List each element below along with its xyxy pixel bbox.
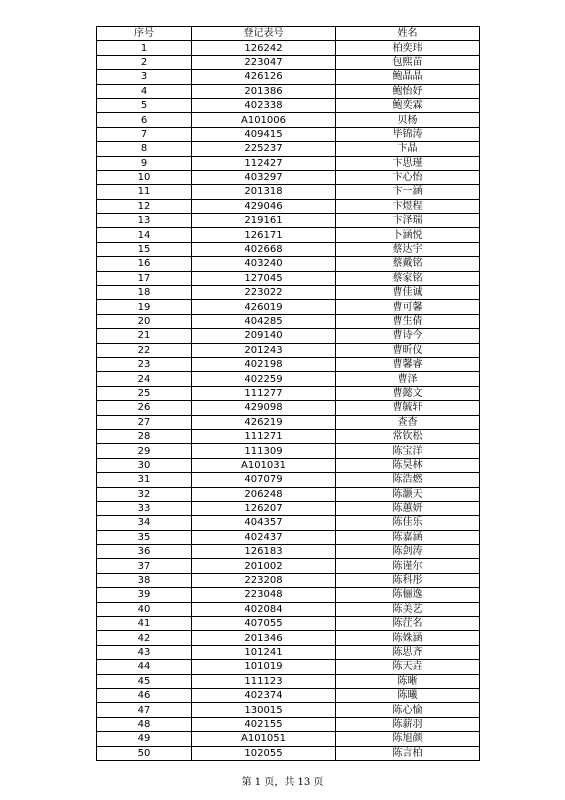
- table-row: [97, 300, 480, 314]
- table-row: [97, 286, 480, 300]
- registration-number-cell: 126242: [192, 41, 336, 55]
- index-cell: 20: [97, 314, 192, 328]
- index-cell: 6: [97, 113, 192, 127]
- table-row: [97, 170, 480, 184]
- index-cell: 15: [97, 242, 192, 256]
- table-row: [97, 343, 480, 357]
- registration-number-cell: 407079: [192, 473, 336, 487]
- registration-number-cell: 102055: [192, 746, 336, 760]
- name-cell: 卞煜程: [336, 199, 480, 213]
- table-row: [97, 271, 480, 285]
- table-row: [97, 257, 480, 271]
- index-cell: 48: [97, 717, 192, 731]
- index-cell: 25: [97, 386, 192, 400]
- registration-number-cell: 225237: [192, 142, 336, 156]
- index-cell: 24: [97, 372, 192, 386]
- registration-number-cell: 402198: [192, 357, 336, 371]
- registration-number-cell: A101031: [192, 458, 336, 472]
- name-cell: 陈思齐: [336, 645, 480, 659]
- name-cell: 包熙苗: [336, 55, 480, 69]
- table-row: [97, 458, 480, 472]
- name-cell: 陈俪逸: [336, 588, 480, 602]
- name-cell: 曹馨睿: [336, 357, 480, 371]
- table-row: [97, 156, 480, 170]
- index-cell: 47: [97, 703, 192, 717]
- index-cell: 49: [97, 732, 192, 746]
- index-cell: 1: [97, 41, 192, 55]
- table-row: [97, 55, 480, 69]
- table-row: [97, 113, 480, 127]
- registration-number-cell: 407055: [192, 617, 336, 631]
- column-header-index: 序号: [97, 27, 192, 41]
- index-cell: 10: [97, 170, 192, 184]
- table-row: [97, 703, 480, 717]
- registration-number-cell: 127045: [192, 271, 336, 285]
- table-row: [97, 559, 480, 573]
- name-cell: 曹诗今: [336, 329, 480, 343]
- table-row: [97, 631, 480, 645]
- table-row: [97, 70, 480, 84]
- table-row: [97, 314, 480, 328]
- name-cell: 卞晶: [336, 142, 480, 156]
- index-cell: 7: [97, 127, 192, 141]
- column-header-registration-number: 登记表号: [192, 27, 336, 41]
- index-cell: 41: [97, 617, 192, 631]
- table-row: [97, 214, 480, 228]
- name-cell: 卜涵悦: [336, 228, 480, 242]
- name-cell: 陈嘉涵: [336, 530, 480, 544]
- table-row: [97, 660, 480, 674]
- registration-number-cell: 402374: [192, 688, 336, 702]
- index-cell: 38: [97, 573, 192, 587]
- table-row: [97, 98, 480, 112]
- name-cell: 卞思瑾: [336, 156, 480, 170]
- table-row: [97, 473, 480, 487]
- name-cell: 毕锦涛: [336, 127, 480, 141]
- registration-table: [96, 26, 480, 761]
- table-row: [97, 487, 480, 501]
- name-cell: 曹泽: [336, 372, 480, 386]
- table-row: [97, 617, 480, 631]
- table-row: [97, 228, 480, 242]
- registration-number-cell: 402084: [192, 602, 336, 616]
- registration-number-cell: 126171: [192, 228, 336, 242]
- name-cell: 卞一涵: [336, 185, 480, 199]
- index-cell: 14: [97, 228, 192, 242]
- index-cell: 22: [97, 343, 192, 357]
- index-cell: 5: [97, 98, 192, 112]
- registration-number-cell: 130015: [192, 703, 336, 717]
- index-cell: 30: [97, 458, 192, 472]
- table-row: [97, 516, 480, 530]
- name-cell: 陈谨尔: [336, 559, 480, 573]
- table-row: [97, 142, 480, 156]
- index-cell: 26: [97, 401, 192, 415]
- table-row: [97, 602, 480, 616]
- registration-number-cell: 209140: [192, 329, 336, 343]
- name-cell: 卞心怡: [336, 170, 480, 184]
- registration-number-cell: 402338: [192, 98, 336, 112]
- registration-number-cell: 219161: [192, 214, 336, 228]
- name-cell: 曹毓轩: [336, 401, 480, 415]
- name-cell: 陈剑涛: [336, 545, 480, 559]
- registration-number-cell: A101006: [192, 113, 336, 127]
- registration-number-cell: 403240: [192, 257, 336, 271]
- registration-number-cell: 426019: [192, 300, 336, 314]
- name-cell: 查杳: [336, 415, 480, 429]
- registration-number-cell: 201002: [192, 559, 336, 573]
- registration-number-cell: 403297: [192, 170, 336, 184]
- table-row: [97, 429, 480, 443]
- registration-number-cell: 223022: [192, 286, 336, 300]
- table-row: [97, 357, 480, 371]
- registration-number-cell: 402259: [192, 372, 336, 386]
- name-cell: 曹可馨: [336, 300, 480, 314]
- name-cell: 鲍晶晶: [336, 70, 480, 84]
- table-row: [97, 746, 480, 760]
- name-cell: 陈茳名: [336, 617, 480, 631]
- index-cell: 8: [97, 142, 192, 156]
- index-cell: 18: [97, 286, 192, 300]
- registration-number-cell: 101019: [192, 660, 336, 674]
- name-cell: 曹懿文: [336, 386, 480, 400]
- table-row: [97, 732, 480, 746]
- index-cell: 46: [97, 688, 192, 702]
- name-cell: 陈浩燃: [336, 473, 480, 487]
- registration-number-cell: 111277: [192, 386, 336, 400]
- table-row: [97, 588, 480, 602]
- name-cell: 贝杨: [336, 113, 480, 127]
- table-row: [97, 674, 480, 688]
- table-row: [97, 199, 480, 213]
- registration-number-cell: 112427: [192, 156, 336, 170]
- table-row: [97, 501, 480, 515]
- table-row: [97, 401, 480, 415]
- table-row: [97, 573, 480, 587]
- name-cell: 陈佳乐: [336, 516, 480, 530]
- name-cell: 曹佳诚: [336, 286, 480, 300]
- registration-number-cell: 201318: [192, 185, 336, 199]
- registration-number-cell: 126183: [192, 545, 336, 559]
- registration-number-cell: 223048: [192, 588, 336, 602]
- index-cell: 43: [97, 645, 192, 659]
- index-cell: 4: [97, 84, 192, 98]
- name-cell: 陈心愉: [336, 703, 480, 717]
- registration-number-cell: 409415: [192, 127, 336, 141]
- table-row: [97, 41, 480, 55]
- column-header-name: 姓名: [336, 27, 480, 41]
- name-cell: 陈姝涵: [336, 631, 480, 645]
- index-cell: 2: [97, 55, 192, 69]
- index-cell: 34: [97, 516, 192, 530]
- index-cell: 19: [97, 300, 192, 314]
- name-cell: 常钦松: [336, 429, 480, 443]
- table-row: [97, 372, 480, 386]
- index-cell: 17: [97, 271, 192, 285]
- registration-number-cell: 101241: [192, 645, 336, 659]
- page-footer: 第 1 页，共 13 页: [241, 777, 324, 788]
- registration-number-cell: 126207: [192, 501, 336, 515]
- index-cell: 29: [97, 444, 192, 458]
- registration-number-cell: 404357: [192, 516, 336, 530]
- table-row: [97, 329, 480, 343]
- registration-number-cell: 223047: [192, 55, 336, 69]
- index-cell: 28: [97, 429, 192, 443]
- name-cell: 陈宝洋: [336, 444, 480, 458]
- name-cell: 蔡家铭: [336, 271, 480, 285]
- index-cell: 40: [97, 602, 192, 616]
- index-cell: 13: [97, 214, 192, 228]
- name-cell: 陈薪羽: [336, 717, 480, 731]
- index-cell: 33: [97, 501, 192, 515]
- index-cell: 32: [97, 487, 192, 501]
- index-cell: 16: [97, 257, 192, 271]
- registration-number-cell: 201386: [192, 84, 336, 98]
- registration-number-cell: 429046: [192, 199, 336, 213]
- index-cell: 12: [97, 199, 192, 213]
- index-cell: 36: [97, 545, 192, 559]
- index-cell: 50: [97, 746, 192, 760]
- name-cell: 蔡达宇: [336, 242, 480, 256]
- name-cell: 陈科彤: [336, 573, 480, 587]
- registration-number-cell: 429098: [192, 401, 336, 415]
- name-cell: 柏奕玮: [336, 41, 480, 55]
- registration-number-cell: 404285: [192, 314, 336, 328]
- index-cell: 44: [97, 660, 192, 674]
- index-cell: 27: [97, 415, 192, 429]
- registration-number-cell: 111271: [192, 429, 336, 443]
- index-cell: 11: [97, 185, 192, 199]
- registration-number-cell: 206248: [192, 487, 336, 501]
- registration-number-cell: 111309: [192, 444, 336, 458]
- name-cell: 陈言柏: [336, 746, 480, 760]
- registration-number-cell: A101051: [192, 732, 336, 746]
- index-cell: 3: [97, 70, 192, 84]
- registration-number-cell: 223208: [192, 573, 336, 587]
- registration-number-cell: 111123: [192, 674, 336, 688]
- name-cell: 蔡戴铭: [336, 257, 480, 271]
- table-row: [97, 545, 480, 559]
- name-cell: 陈天垚: [336, 660, 480, 674]
- table-row: [97, 185, 480, 199]
- table-body: [97, 41, 480, 761]
- table-row: [97, 415, 480, 429]
- index-cell: 31: [97, 473, 192, 487]
- table-row: [97, 386, 480, 400]
- name-cell: 陈灏天: [336, 487, 480, 501]
- name-cell: 陈曦: [336, 688, 480, 702]
- index-cell: 21: [97, 329, 192, 343]
- table-row: [97, 717, 480, 731]
- registration-number-cell: 402668: [192, 242, 336, 256]
- name-cell: 陈美艺: [336, 602, 480, 616]
- name-cell: 曹昕仪: [336, 343, 480, 357]
- index-cell: 39: [97, 588, 192, 602]
- table-header-row: [97, 27, 480, 41]
- table-row: [97, 530, 480, 544]
- name-cell: 曹生倩: [336, 314, 480, 328]
- table-row: [97, 84, 480, 98]
- registration-number-cell: 426126: [192, 70, 336, 84]
- registration-number-cell: 426219: [192, 415, 336, 429]
- table-row: [97, 242, 480, 256]
- name-cell: 陈旭颜: [336, 732, 480, 746]
- name-cell: 鲍怡妤: [336, 84, 480, 98]
- index-cell: 45: [97, 674, 192, 688]
- table-row: [97, 688, 480, 702]
- name-cell: 卞泽瑞: [336, 214, 480, 228]
- index-cell: 23: [97, 357, 192, 371]
- registration-number-cell: 201346: [192, 631, 336, 645]
- index-cell: 37: [97, 559, 192, 573]
- registration-number-cell: 402437: [192, 530, 336, 544]
- name-cell: 陈晰: [336, 674, 480, 688]
- index-cell: 35: [97, 530, 192, 544]
- index-cell: 42: [97, 631, 192, 645]
- table-row: [97, 444, 480, 458]
- registration-number-cell: 402155: [192, 717, 336, 731]
- index-cell: 9: [97, 156, 192, 170]
- registration-number-cell: 201243: [192, 343, 336, 357]
- table-row: [97, 127, 480, 141]
- name-cell: 陈昊林: [336, 458, 480, 472]
- name-cell: 陈蕙妍: [336, 501, 480, 515]
- name-cell: 鲍奕霖: [336, 98, 480, 112]
- table-row: [97, 645, 480, 659]
